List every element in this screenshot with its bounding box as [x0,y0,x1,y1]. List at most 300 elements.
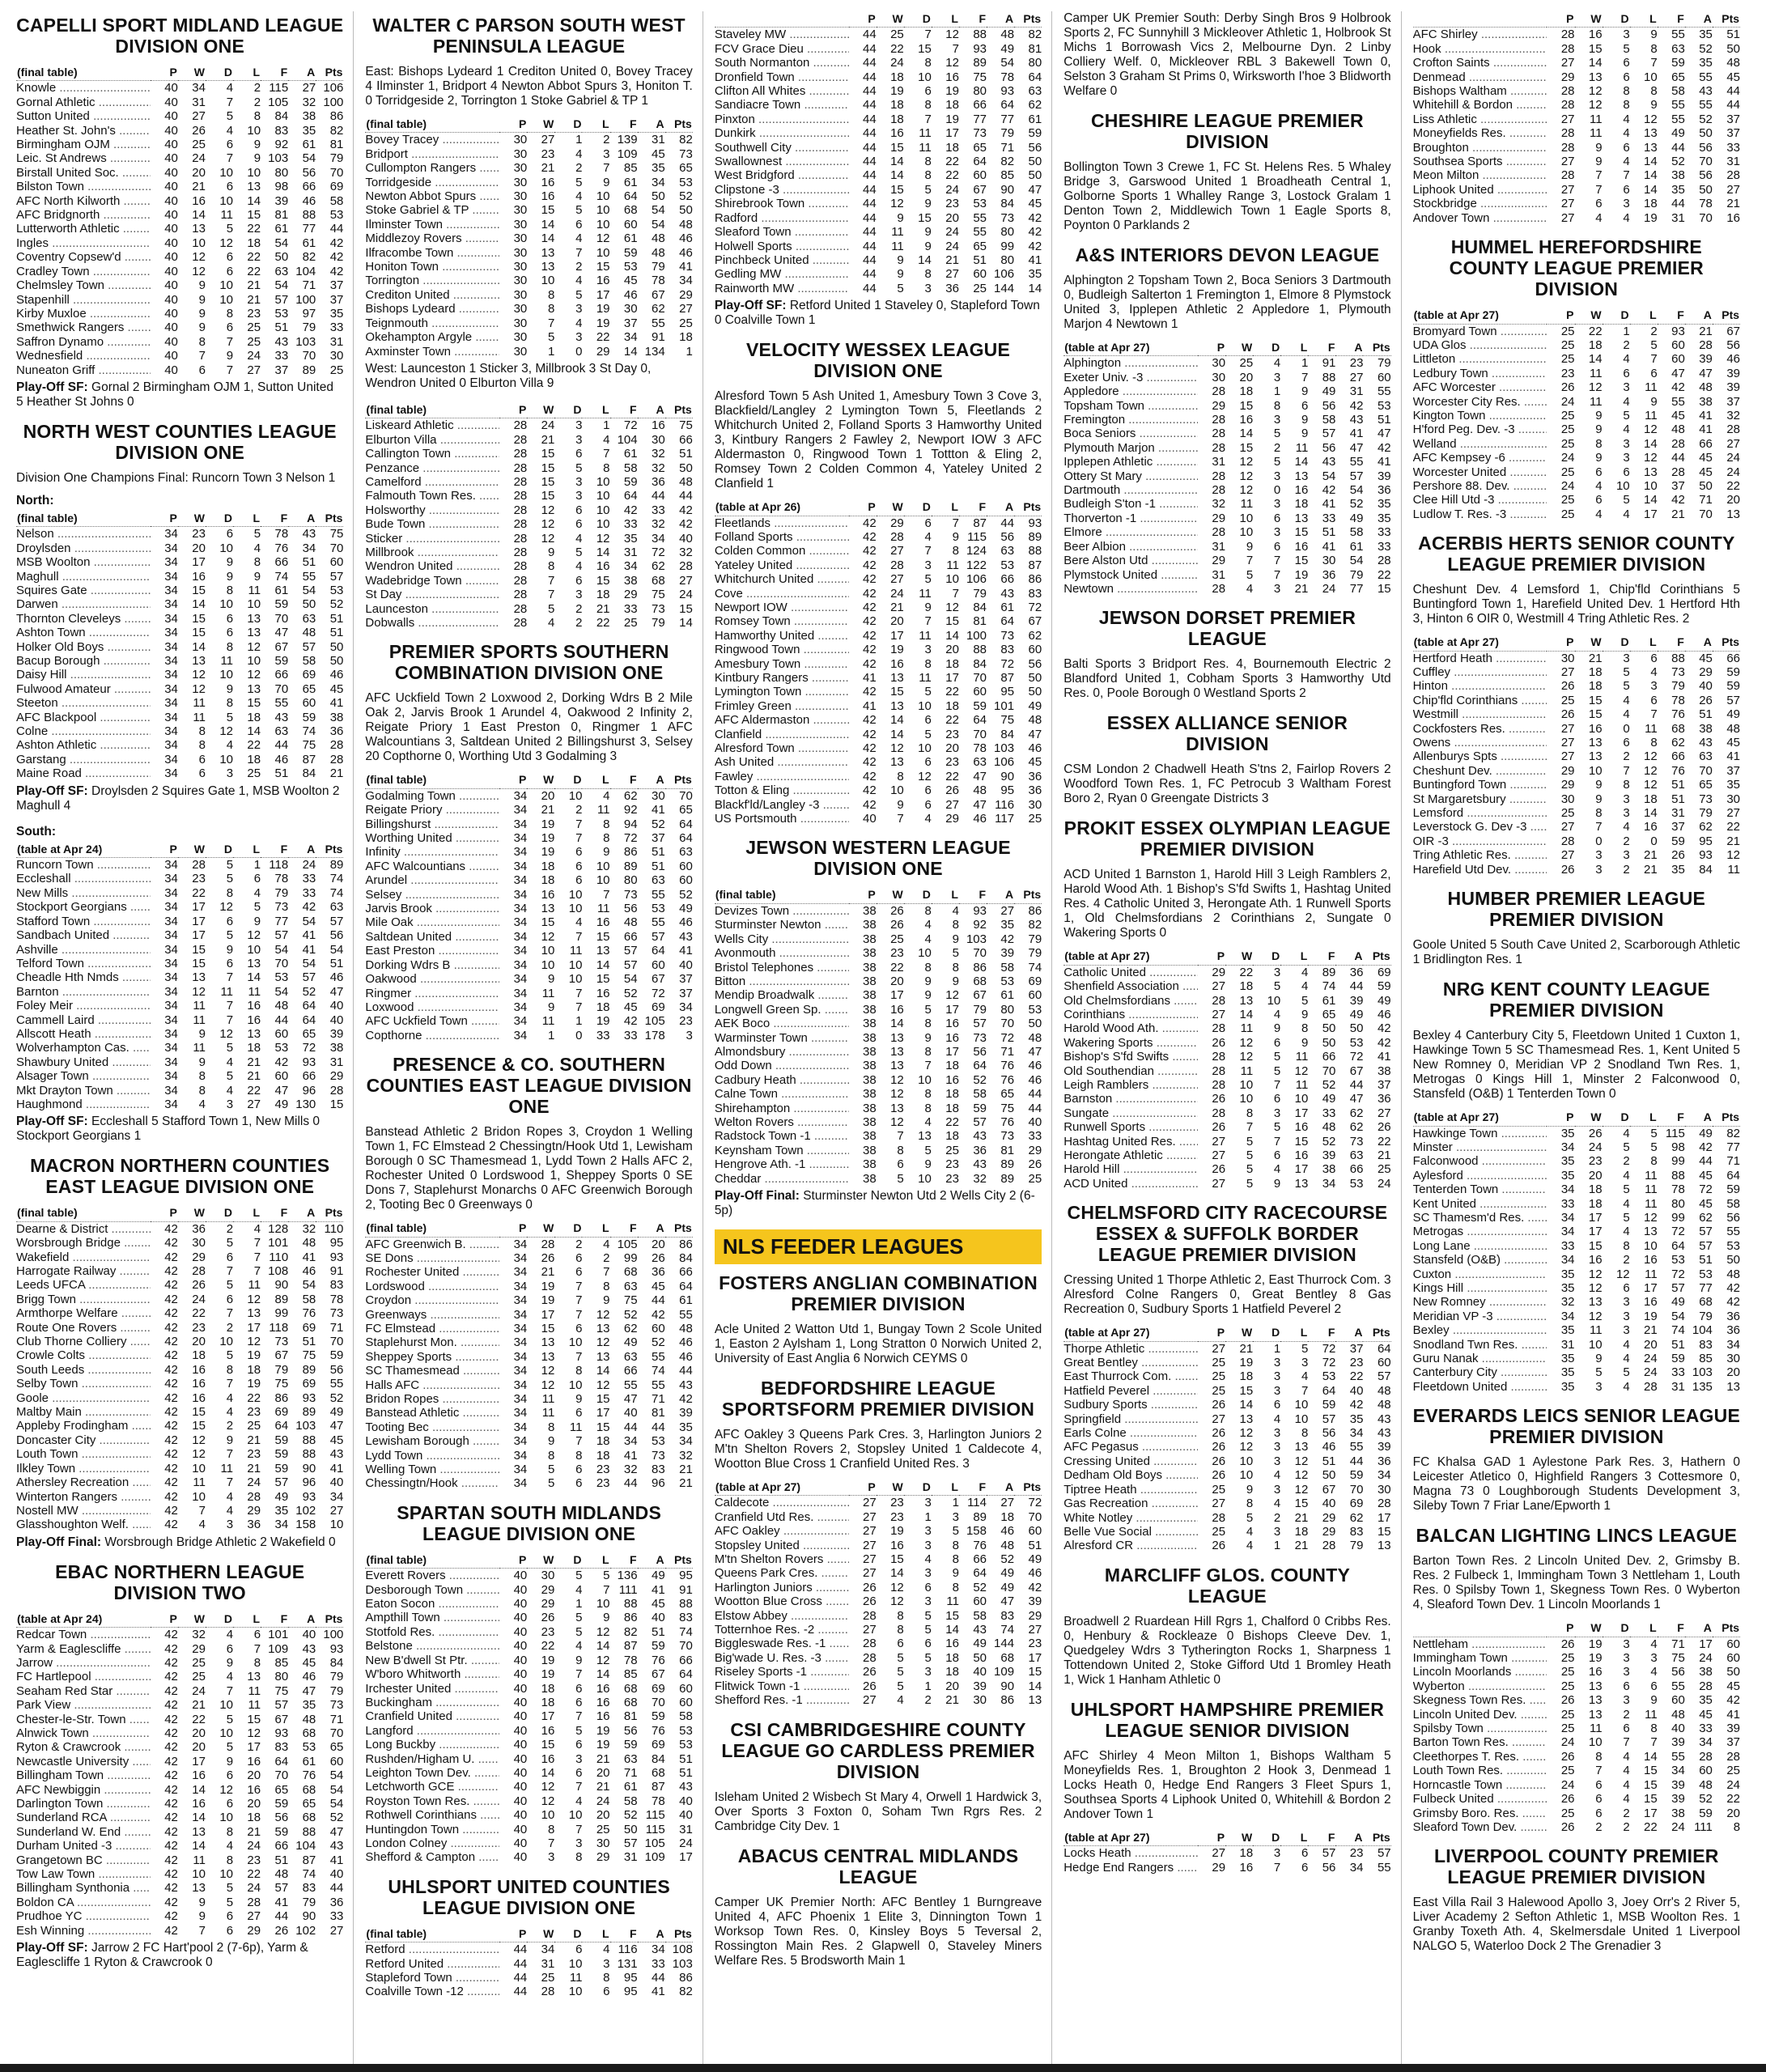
stat-cell: 23 [541,1624,555,1639]
stat-cell: 69 [302,1377,316,1391]
stat-cell: 60 [1671,1693,1685,1708]
stat-cell: 35 [1560,1280,1575,1295]
stat-cell: 7 [575,245,583,260]
table-row [365,1836,692,1850]
stat-cell: 79 [1671,679,1685,694]
stat-cell: 40 [679,531,693,546]
stat-cell: 75 [274,1684,289,1698]
stat-cell: 67 [651,972,665,987]
team-name: Allscott Heath ..... [16,1027,151,1041]
stat-cell: 28 [1699,1749,1713,1764]
stat-cell: 44 [623,1420,638,1434]
team-name: Aylesford ..... [1413,1169,1547,1182]
stat-cell: 27 [541,133,555,147]
league-title: JEWSON WESTERN LEAGUE DIVISION ONE [745,837,1011,880]
stat-cell: 57 [1349,469,1364,483]
stat-cell: 4 [1650,1637,1658,1651]
stat-cell: 16 [1588,28,1603,42]
stat-cell: 22 [890,41,904,56]
stat-cell: 106 [994,267,1015,282]
stat-cell: 95 [1000,685,1015,699]
league-section [1063,817,1390,1191]
team-name: Chester-le-Str. Town ..... [16,1713,151,1726]
stat-cell: 66 [679,1265,693,1280]
table-row [715,1693,1042,1707]
table-row [715,572,1042,586]
stat-cell: 11 [1240,1064,1254,1078]
stat-cell: 3 [575,489,583,503]
stat-cell: 178 [644,1028,665,1042]
stat-cell: 68 [973,974,987,988]
stat-cell: 40 [679,1808,693,1823]
column-header: D [904,499,932,516]
stat-cell: 7 [952,586,959,601]
stat-cell: 89 [1000,1171,1015,1186]
stat-cell: 5 [897,281,904,295]
stat-cell: 6 [1273,1398,1281,1412]
stat-cell: 36 [651,1265,665,1280]
stat-cell: 16 [596,915,610,930]
stat-cell: 44 [651,1420,665,1434]
stat-cell: 59 [1726,1182,1741,1197]
stat-cell: 40 [164,95,178,109]
stat-cell: 45 [1671,408,1685,422]
team-name: Wendron United ..... [365,559,499,573]
stat-cell: 7 [226,1306,234,1321]
stat-cell: 34 [164,681,178,696]
stat-cell: 20 [1726,1806,1741,1820]
stat-cell: 64 [623,489,638,503]
stat-cell: 4 [575,146,583,161]
stat-cell: 103 [295,334,316,349]
stat-cell: 34 [513,845,528,860]
stat-cell: 29 [329,1069,344,1084]
team-name: Littleton ..... [1413,352,1547,366]
stat-cell: 34 [164,1069,178,1084]
stat-cell: 6 [226,626,234,640]
stat-cell: 83 [651,1463,665,1477]
stat-cell: 55 [651,915,665,930]
team-name: Maltby Main ..... [16,1405,151,1419]
stat-cell: 0 [575,1028,583,1042]
column-header: L [233,842,261,858]
stat-cell: 43 [1322,455,1336,469]
stat-cell: 20 [596,1808,610,1823]
team-name: Swallownest ..... [715,155,849,168]
stat-cell: 5 [226,222,234,236]
team-name: Desborough Town ..... [365,1583,499,1597]
stat-cell: 25 [192,1655,206,1670]
stat-cell: 7 [198,1503,206,1518]
stat-cell: 59 [1377,979,1391,994]
stat-cell: 12 [1294,1468,1309,1483]
stat-cell: 7 [1623,1735,1630,1750]
stat-cell: 31 [651,133,665,147]
stat-cell: 11 [1590,366,1603,380]
stat-cell: 10 [596,503,610,517]
stat-cell: 84 [274,109,289,124]
stat-cell: 15 [192,956,206,970]
stat-cell: 27 [890,572,904,587]
team-name: Everett Rovers ..... [365,1569,499,1583]
stat-cell: 62 [623,788,638,803]
league-section [1413,1405,1740,1514]
stat-cell: 6 [226,914,234,928]
stat-cell: 27 [1560,665,1575,679]
stat-cell: 70 [329,1335,344,1349]
stat-cell: 3 [924,1538,932,1552]
team-name: Worcester United ..... [1413,465,1547,479]
stat-cell: 26 [1212,1120,1226,1135]
team-name: AFC Greenwich B. ..... [365,1237,499,1251]
stat-cell: 38 [863,903,877,918]
stat-cell: 34 [679,1000,693,1014]
team-name: MSB Woolton ..... [16,555,151,569]
stat-cell: 17 [596,1406,610,1420]
stat-cell: 41 [1028,253,1042,267]
stat-cell: 79 [274,885,289,900]
stat-cell: 34 [1560,1309,1575,1323]
stat-cell: 79 [1349,1539,1364,1553]
stat-cell: 5 [1623,408,1630,422]
stat-cell: 27 [1726,806,1741,821]
stat-cell: 35 [1560,1323,1575,1338]
team-name: Bristol Telephones ..... [715,961,849,974]
stat-cell: 31 [1212,455,1226,469]
column-header: D [206,1205,233,1221]
stat-cell: 38 [863,960,877,974]
column-header: Pts [665,1552,693,1569]
stat-cell: 12 [541,1364,555,1378]
table-row [365,189,692,203]
stat-cell: 47 [1349,1092,1364,1106]
column-header: W [527,1552,554,1569]
team-name: Clifton All Whites ..... [715,84,849,98]
stat-cell: 40 [329,1867,344,1882]
stat-cell: 73 [1699,792,1713,806]
stat-cell: 36 [1726,1309,1741,1323]
stat-cell: 40 [164,292,178,307]
stat-cell: 57 [329,914,344,928]
stat-cell: 30 [513,175,528,189]
stat-cell: 6 [226,1797,234,1811]
table-row [715,1594,1042,1608]
team-name: Bexley ..... [1413,1323,1547,1337]
stat-cell: 35 [1560,1126,1575,1140]
stat-cell: 6 [1623,182,1630,197]
table-row [1413,1651,1740,1665]
stat-cell: 5 [1301,1341,1309,1356]
stat-cell: 50 [651,189,665,204]
stat-cell: 9 [226,1655,234,1670]
stat-cell: 6 [198,752,206,766]
stat-cell: 91 [651,330,665,345]
results-text: Alphington 2 Topsham Town 2, Boca Seniors 3 Dartmouth 0, Budleigh Salterton 1 Fremington 1, Elmore 8 Plymstock United 3, Ipplepen Athletic 2 Appledore 1, Plymouth Marjon 4 Newtown 1 [1063,274,1391,331]
team-name: Squires Gate ..... [16,584,151,597]
stat-cell: 12 [247,1292,261,1306]
stat-cell: 21 [1294,1510,1309,1525]
stat-cell: 43 [679,1378,693,1392]
stat-cell: 14 [1644,182,1658,197]
table-row [1413,736,1740,749]
stat-cell: 80 [1671,1196,1685,1211]
stat-cell: 73 [1671,665,1685,679]
table-row [365,1569,692,1583]
table-label: (final table) [16,65,151,81]
stat-cell: 24 [1671,1819,1685,1834]
stat-cell: 17 [1699,1637,1713,1651]
stat-cell: 64 [274,1754,289,1768]
table-row [715,1552,1042,1566]
stat-cell: 8 [924,1101,932,1115]
stat-cell: 100 [323,95,344,109]
stat-cell: 6 [897,1637,904,1651]
stat-cell: 64 [679,1667,693,1682]
stat-cell: 4 [226,1503,234,1518]
stat-cell: 30 [513,161,528,176]
table-row [16,597,343,611]
table-label: (table at Apr 27) [1063,340,1198,356]
stat-cell: 24 [192,1684,206,1698]
stat-cell: 36 [329,1895,344,1909]
stat-cell: 5 [924,727,932,741]
stat-cell: 28 [541,1237,555,1251]
table-row [16,363,343,377]
stat-cell: 105 [644,1836,665,1850]
stat-cell: 7 [1623,763,1630,778]
stat-cell: 89 [329,858,344,873]
stat-cell: 10 [219,597,234,612]
stat-cell: 7 [924,28,932,42]
table-row [715,741,1042,755]
stat-cell: 12 [596,531,610,546]
stat-cell: 68 [623,1695,638,1709]
stat-cell: 52 [302,984,316,999]
stat-cell: 43 [302,527,316,541]
stat-cell: 51 [1322,1454,1336,1468]
league-table [365,1926,692,1999]
stat-cell: 20 [945,741,959,756]
table-row [365,1738,692,1751]
table-row [1063,1412,1390,1426]
stat-cell: 9 [1246,539,1254,554]
stat-cell: 76 [1000,1072,1015,1087]
stat-cell: 4 [897,1693,904,1708]
stat-cell: 5 [1595,1365,1603,1380]
stat-cell: 18 [945,1087,959,1102]
stat-cell: 73 [623,887,638,902]
stat-cell: 18 [945,1059,959,1073]
stat-cell: 12 [1588,1309,1603,1323]
team-name: Shenfield Association ..... [1063,979,1198,993]
stat-cell: 25 [1560,465,1575,479]
stat-cell: 12 [192,681,206,696]
stat-cell: 28 [513,531,528,546]
stat-cell: 6 [575,1738,583,1752]
team-name: Andover Town ..... [1413,211,1547,225]
stat-cell: 9 [1301,427,1309,441]
stat-cell: 41 [1726,749,1741,764]
stat-cell: 25 [247,321,261,335]
stat-cell: 42 [863,529,877,544]
stat-cell: 111 [1694,1819,1713,1834]
league-section [1413,533,1740,877]
team-name: Infinity ..... [365,845,499,859]
team-name: Radstock Town -1 ..... [715,1129,849,1143]
stat-cell: 23 [890,1509,904,1524]
team-name: Nettleham ..... [1413,1637,1547,1651]
table-label [1413,11,1547,28]
stat-cell: 15 [918,41,932,56]
stat-cell: 82 [1028,918,1042,932]
stat-cell: 61 [1349,539,1364,554]
stat-cell: 76 [1671,707,1685,722]
stat-cell: 18 [890,112,904,126]
stat-cell: 9 [1650,98,1658,113]
table-row [715,1087,1042,1101]
stat-cell: 17 [1644,1280,1658,1295]
stat-cell: 60 [1671,352,1685,367]
stat-cell: 27 [1560,197,1575,211]
stat-cell: 93 [1000,84,1015,99]
stat-cell: 5 [1246,1134,1254,1149]
stat-cell: 7 [575,817,583,831]
column-header: L [1280,1830,1308,1846]
stat-cell: 50 [1699,126,1713,141]
stat-cell: 80 [623,873,638,888]
stat-cell: 8 [253,555,261,570]
stat-cell: 34 [164,872,178,886]
table-header-row [16,1205,343,1221]
column-header: F [610,402,638,418]
stat-cell: 101 [994,698,1015,713]
table-row [1413,651,1740,665]
stat-cell: 52 [973,1580,987,1594]
stat-cell: 14 [890,1017,904,1031]
stat-cell: 15 [541,474,555,489]
stat-cell: 7 [575,1434,583,1449]
stat-cell: 33 [651,503,665,517]
stat-cell: 12 [192,250,206,265]
table-row [1413,834,1740,848]
stat-cell: 14 [1588,352,1603,367]
stat-cell: 6 [1623,56,1630,70]
stat-cell: 85 [623,1667,638,1682]
stat-cell: 34 [651,175,665,189]
stat-cell: 13 [1726,507,1741,521]
stat-cell: 67 [651,287,665,302]
stat-cell: 37 [1671,820,1685,834]
stat-cell: 6 [924,755,932,770]
team-name: Harrogate Railway ..... [16,1264,151,1278]
table-row [16,1462,343,1475]
stat-cell: 122 [966,558,987,572]
team-name: Bilston Town ..... [16,180,151,193]
stat-cell: 27 [1212,1176,1226,1191]
stat-cell: 66 [274,668,289,682]
stat-cell: 26 [1212,1092,1226,1106]
column-header: P [499,1552,527,1569]
stat-cell: 9 [924,1157,932,1172]
stat-cell: 40 [329,999,344,1013]
stat-cell: 34 [164,626,178,640]
stat-cell: 26 [274,1923,289,1938]
stat-cell: 36 [1322,567,1336,582]
league-title: NRG KENT COUNTY LEAGUE PREMIER DIVISION [1442,979,1710,1021]
table-row [1063,427,1390,440]
column-header: L [1280,1325,1308,1341]
stat-cell: 52 [973,1072,987,1087]
stat-cell: 23 [541,146,555,161]
stat-cell: 60 [651,957,665,972]
stat-cell: 42 [164,1461,178,1475]
stat-cell: 7 [1595,168,1603,183]
stat-cell: 58 [973,1087,987,1102]
stat-cell: 73 [1349,1134,1364,1149]
stat-cell: 34 [164,569,178,584]
stat-cell: 16 [247,999,261,1013]
team-name: Colne ..... [16,724,151,738]
table-row [1063,540,1390,554]
stat-cell: 42 [164,1811,178,1825]
stat-cell: 34 [164,668,178,682]
stat-cell: 60 [1726,1651,1741,1666]
stat-cell: 35 [1726,778,1741,792]
stat-cell: 22 [596,616,610,630]
table-row [365,788,692,803]
stat-cell: 32 [679,1448,693,1463]
table-row [365,1957,692,1971]
stat-cell: 34 [513,859,528,873]
stat-cell: 84 [1000,197,1015,211]
stat-cell: 46 [1322,1440,1336,1454]
table-row [365,1794,692,1808]
stat-cell: 34 [651,1942,665,1957]
stat-cell: 54 [651,203,665,218]
stat-cell: 45 [651,146,665,161]
stat-cell: 34 [623,330,638,345]
stat-cell: 40 [164,264,178,278]
stat-cell: 19 [596,1723,610,1738]
team-name: Holker Old Boys ..... [16,640,151,654]
stat-cell: 65 [1699,778,1713,792]
team-name: Sunderland W. End ..... [16,1825,151,1839]
stat-cell: 86 [623,845,638,860]
table-note [16,784,343,813]
stat-cell: 7 [575,1000,583,1014]
team-name: Hamworthy United ..... [715,629,849,643]
stat-cell: 15 [247,208,261,223]
table-row [16,858,343,873]
stat-cell: 9 [924,988,932,1003]
table-row [1413,98,1740,112]
stat-cell: 4 [1623,1764,1630,1778]
stat-cell: 10 [1239,511,1254,525]
table-header-row [715,887,1042,903]
stat-cell: 10 [1644,70,1658,84]
stat-cell: 18 [247,1811,261,1825]
stat-cell: 25 [1560,1651,1575,1666]
column-header: L [932,887,959,903]
stat-cell: 66 [1322,1050,1336,1064]
table-row [1413,437,1740,451]
stat-cell: 6 [575,1265,583,1280]
stat-cell: 33 [1322,511,1336,525]
stat-cell: 51 [973,253,987,267]
stat-cell: 15 [1644,1777,1658,1792]
stat-cell: 18 [1239,979,1254,994]
stat-cell: 48 [973,783,987,798]
